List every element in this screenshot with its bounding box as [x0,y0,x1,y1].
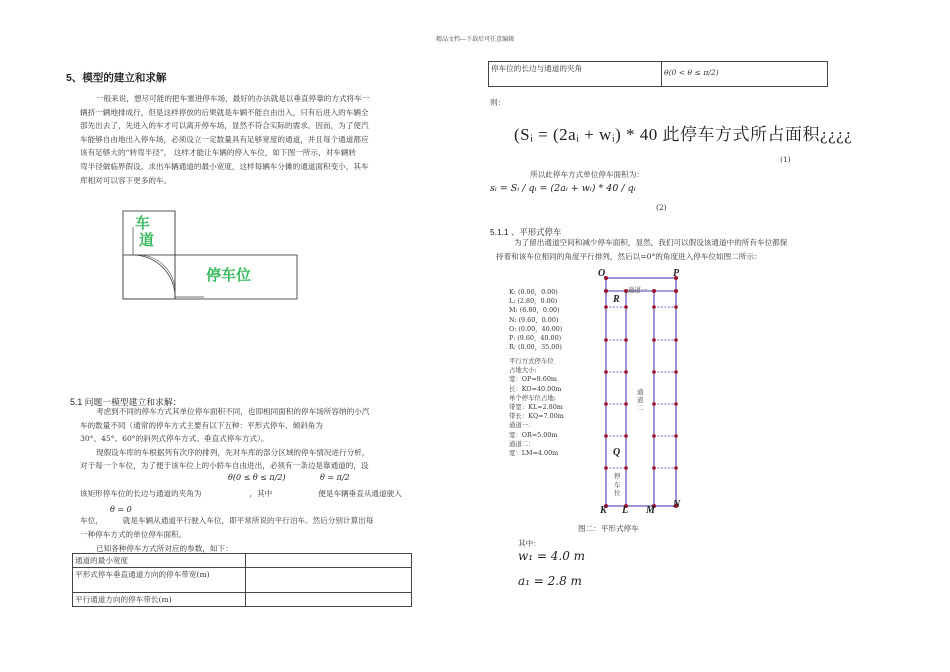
point-label-k: K [600,505,607,516]
angle-table [488,61,828,87]
figure-two-caption: 图二：平形式停车 [578,524,639,533]
table-row [489,62,828,87]
param-value [246,554,412,568]
vertex-dot [624,370,628,374]
unit-area-formula: sᵢ = Sᵢ / qᵢ = (2aᵢ + wᵢ) * 40 / qᵢ [490,183,636,194]
angle-line: 该矩形停车位的长边与通道的夹角为 ，其中 便是车辆垂直从通道驶入 [80,489,402,498]
area-formula: (Sᵢ = (2aᵢ + wᵢ) * 40 此停车方式所占面积¿¿¿¿ [514,125,853,144]
table-row [73,568,412,593]
equation-number-2: (2) [656,203,667,212]
road-label-char: 车 [135,214,151,232]
angle-zero-expr: θ = 0 [110,505,132,514]
angle-range-expr: θ(0 ≤ θ ≤ π/2) [228,473,286,482]
w1-value: w₁ = 4.0 m [518,549,586,563]
vertex-dot [624,434,628,438]
subsec-line: 持着和该车位相同的角度平行排列，然后以=0°的角度进入停车位如图二所示： [496,251,762,261]
coord-item: O: (0.00，40.00) [509,324,563,333]
vertex-dot [604,466,608,470]
vertex-dot [652,466,656,470]
point-label-n: N [673,499,681,510]
then-label: 则： [490,98,506,107]
vertex-dot [604,305,608,309]
param-value [246,568,412,593]
vertex-dot [604,434,608,438]
intro-line: 车能够自由地出入停车场，必须设立一定数量具有足够宽度的通道，并且每个通道都应 [80,134,369,144]
road-label-char: 道 [139,231,155,249]
vertex-dot [604,402,608,406]
table-row [73,593,412,607]
subsec-line: 为了留出通道空间和减少停车面积，显然，我们可以假设该通道中的所有车位都保 [514,238,788,247]
channel-one-label: 通道一 [628,286,648,294]
point-label-p: P [673,268,680,279]
angle-right-expr: θ = π/2 [320,473,350,482]
subsection-paragraph [496,236,876,263]
unit-area-text: 所以此停车方式单位停车面积为： [530,170,644,179]
spot-label: 停车位 [206,266,252,284]
intro-line: 该有足够大的“转弯半径”， 这样才能让车辆的停入车位，如下图一所示，对车辆转 [80,148,356,158]
subsection-5-1-1-title: 5.1.1 、平形式停车 [490,227,562,237]
vertex-dot [674,402,678,406]
point-label-o: O [598,268,606,279]
body-line: 30°、45°、60°的斜列式停车方式、垂直式停车方式）。 [80,434,269,444]
intro-line: 库相对可以容下更多的车。 [80,175,172,185]
page-header: 精品文档---下载后可任意编辑 [436,36,515,43]
vertex-dot [624,338,628,342]
body-line: 现假设车库的车根据列有次序的排列，先对车库的部分区域的停车情况进行分析， [96,447,370,457]
coord-item: K: (0.00，0.00) [509,288,558,296]
point-label-q: Q [613,447,621,458]
vertex-dot [674,370,678,374]
where-label: 其中： [518,539,541,548]
subsection-title: 5.1 问题一模型建立和求解： [70,397,182,407]
vertex-dot [652,338,656,342]
coord-item: P: (9.60，40.00) [509,334,562,343]
coord-item: L: (2.80，0.00) [509,297,558,306]
vertex-dot [624,305,628,309]
param-label: 通道的最小宽度 [73,554,246,568]
vertex-dot [652,305,656,309]
point-label-r: R [613,294,620,305]
channel-two-label: 通道二 [637,388,644,412]
point-label-l: L [622,505,629,516]
coord-item: R: (0.00，35.00) [509,343,562,352]
vertex-dot [604,289,608,293]
params-intro: 已知各种停车方式所对应的参数，如下： [96,544,233,553]
coordinate-list [509,288,562,352]
intro-line: 弯半径做临界假设，求出车辆通道的最小宽度，这样每辆车分摊的通道面积变小，其车 [80,161,369,171]
coord-item: N: (9.60，0.00) [509,315,559,324]
vertex-dot [674,434,678,438]
last-line: 一种停车方式的单位停车面积。 [80,530,187,539]
equation-number-1: (1) [780,155,791,164]
vertex-dot [674,305,678,309]
param-label: 平形式停车垂直通道方向的停车带宽(m) [73,568,246,593]
vertex-dot [652,370,656,374]
intro-line: 部先出去了，先进入的车才可以离开停车场，显然不符合实际的需求。因而，为了使汽 [80,121,369,131]
body-line: 车的数量不同（通常的停车方式主要有以下五种：平形式停车、倾斜角为 [80,420,323,430]
vertex-dot [624,402,628,406]
vertex-dot [604,370,608,374]
dimension-notes: 平行方式停车位 占地大小: 宽：OP=9.60m 长：KO=40.00m 单个停车位占地: 带宽：KL=2.80m 带长：KQ=7.00m 通道一： 宽：OR=5.00m 通道二： 宽：LM=4.00m [509,357,564,458]
body-line: 考虑到不同的停车方式其单位停车面积不同，也即相同面积的停车场所容纳的小汽 [96,407,370,416]
body-paragraph [80,405,460,473]
a1-value: a₁ = 2.8 m [518,574,582,588]
param-value: θ(0 < θ ≤ π/2) [662,62,828,87]
point-label-m: M [646,505,655,516]
table-row [73,554,412,568]
section-title: 5、模型的建立和求解 [66,72,167,84]
param-label: 停车位的长边与通道的夹角 [489,62,662,87]
spot-line: 车位， 就是车辆从通道平行驶入车位，即平常所说的平行泊车。然后分别计算出每 [80,516,374,525]
vertex-dot [674,289,678,293]
vertex-dot [624,466,628,470]
body-line: 对于每一个车位，为了便于该车位上的小轿车自由进出，必须有一条边是靠通道的，设 [80,461,369,471]
vertex-dot [674,466,678,470]
vertex-dot [652,402,656,406]
vertex-dot [604,338,608,342]
parking-spot-label: 停车位 [614,472,621,498]
intro-line: 一般来说，想尽可能的把车塞进停车场，最好的办法就是以垂直停靠的方式将车一 [96,94,370,103]
intro-line: 辆挤一辆地排成行，但是这样停放的后果就是车辆不能自由出入，只有后进入的车辆全 [80,107,369,117]
intro-paragraph [80,92,460,187]
vertex-dot [652,289,656,293]
params-table [72,553,412,607]
turning-radius-figure [118,205,308,305]
coord-item: M: (6.80，0.00) [509,306,560,315]
vertex-dot [674,338,678,342]
param-value [246,593,412,607]
vertex-dot [652,434,656,438]
param-label: 平行通道方向的停车带长(m) [73,593,246,607]
